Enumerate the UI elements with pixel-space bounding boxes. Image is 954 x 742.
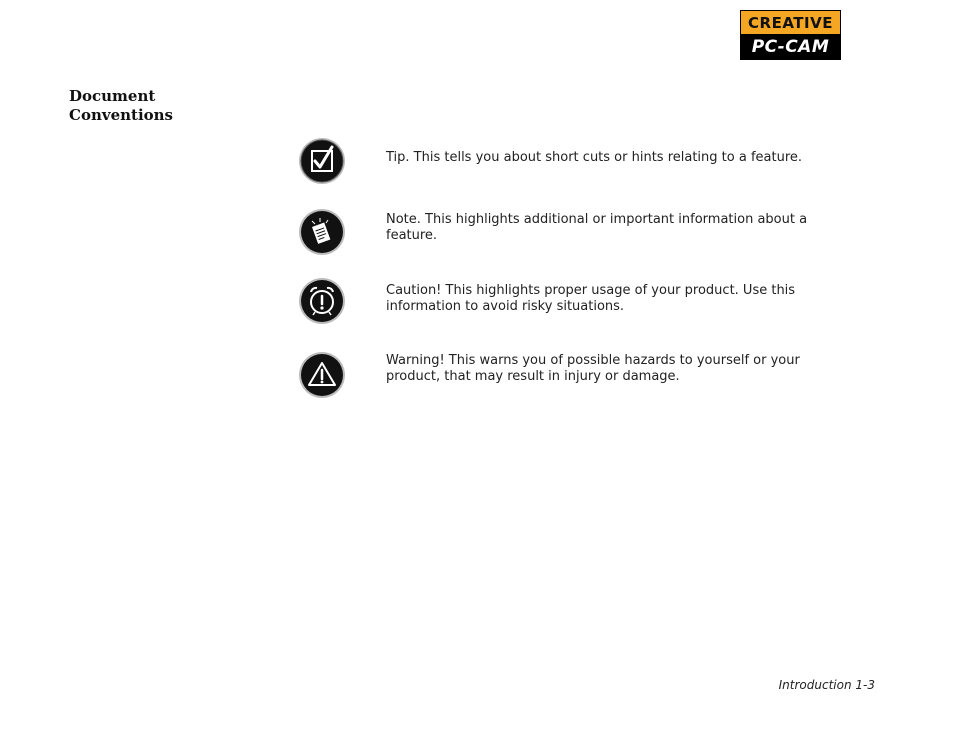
convention-tip-text: Tip. This tells you about short cuts or hints relating to a feature. xyxy=(386,150,803,165)
convention-warning-text: Warning! This warns you of possible hazards to yourself or your product, that may result in injury or damage. xyxy=(386,353,800,384)
note-icon xyxy=(298,208,346,256)
creative-pc-cam-logo xyxy=(740,10,841,60)
page-footer: Introduction 1-3 xyxy=(778,678,875,692)
logo-product: PC-CAM xyxy=(741,35,840,59)
checkmark-icon xyxy=(298,137,346,185)
convention-note-text: Note. This highlights additional or important information about a feature. xyxy=(386,212,808,243)
convention-caution-text: Caution! This highlights proper usage of your product. Use this information to avoid risky situations. xyxy=(386,283,796,314)
section-title-line1: Document xyxy=(69,87,156,105)
warning-triangle-icon xyxy=(298,351,346,399)
section-title xyxy=(69,87,229,125)
alarm-clock-icon xyxy=(298,277,346,325)
logo-brand: CREATIVE xyxy=(741,11,840,35)
section-title-line2: Conventions xyxy=(69,106,173,124)
